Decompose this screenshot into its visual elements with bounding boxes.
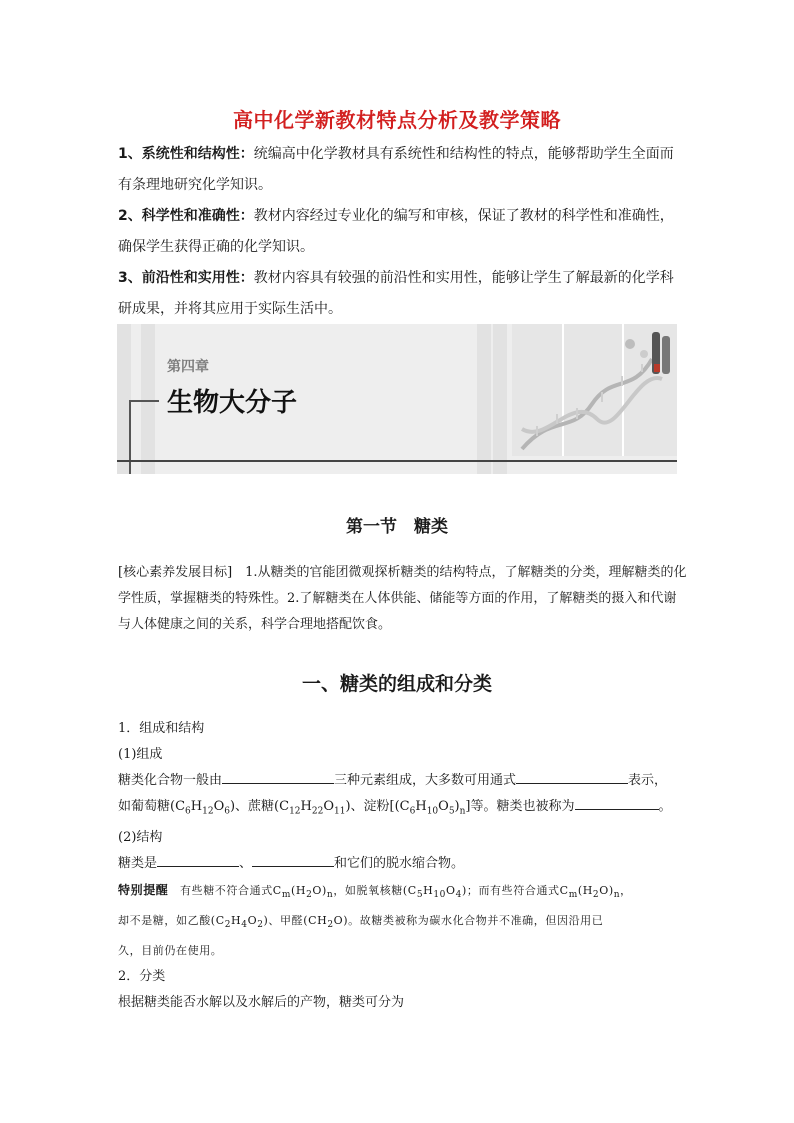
special-tip: 特别提醒 有些糖不符合通式$C_m(H_2O)_n$，如脱氧核糖$(C_5H_{10}O_4)$；而有些符合通式$C_m(H_2O)_n$， 却不是糖，如乙酸$(C_2H_4O_2)$、甲醛$(CH_2O)$。故糖类被称为碳水化合物并不准确，但因沿用已 久，目前仍在使用。 [118,882,632,957]
item-heading: 1．组成和结构 [118,721,205,736]
feature-label: 2、科学性和准确性： [118,208,254,224]
fill-blank[interactable] [575,795,659,810]
goals-text: 1.从糖类的官能团微观探析糖类的结构特点，了解糖类的分类，理解糖类的化学性质，掌握糖类的特殊性。2.了解糖类在人体供能、储能等方面的作用，了解糖类的摄入和代谢与人体健康之间的关系，科学合理地搭配饮食。 [118,565,687,632]
fill-blank[interactable] [252,852,334,867]
composition-examples: 如葡萄糖$(C_6H_{12}O_6)$、蔗糖$(C_{12}H_{22}O_{11})$、淀粉$[(C_6H_{10}O_5)_n]$等。糖类也被称为 。 [118,794,688,825]
feature-list [118,139,683,325]
goals-label: [核心素养发展目标] [118,565,233,580]
page-title: 高中化学新教材特点分析及教学策略 [233,108,561,132]
content-body [118,716,688,1016]
item-heading: 2．分类 [118,968,166,984]
feature-text: 统编高中化学教材具有系统性和结构性的特点，能够帮助学生全面而有条理地研究化学知识。 [118,146,674,193]
chapter-banner [117,324,677,474]
sub-heading: (1)组成 [118,747,163,762]
feature-item [118,201,683,263]
dna-lab-illustration [512,324,677,456]
composition-line: 糖类化合物一般由 三种元素组成，大多数可用通式 表示， [118,768,688,794]
fill-blank[interactable] [516,769,628,784]
feature-label: 1、系统性和结构性： [118,146,254,162]
section-heading: 第一节 糖类 [346,517,448,537]
feature-item [118,263,683,325]
classify-line: 根据糖类能否水解以及水解后的产物，糖类可分为 [118,994,405,1010]
sub-heading: (2)结构 [118,829,163,845]
structure-line: 糖类是 、 和它们的脱水缩合物。 [118,851,688,877]
part-heading: 一、糖类的组成和分类 [301,673,492,695]
fill-blank[interactable] [157,852,239,867]
feature-label: 3、前沿性和实用性： [118,270,254,286]
tip-label: 特别提醒 [118,882,169,897]
fill-blank[interactable] [222,769,334,784]
feature-item [118,139,683,201]
chapter-number: 第四章 [167,359,209,375]
chapter-title: 生物大分子 [167,388,298,418]
feature-text: 教材内容具有较强的前沿性和实用性，能够让学生了解最新的化学科研成果，并将其应用于实际生活中。 [118,270,674,317]
learning-goals [118,560,688,638]
feature-text: 教材内容经过专业化的编写和审核，保证了教材的科学性和准确性，确保学生获得正确的化学知识。 [118,208,674,255]
